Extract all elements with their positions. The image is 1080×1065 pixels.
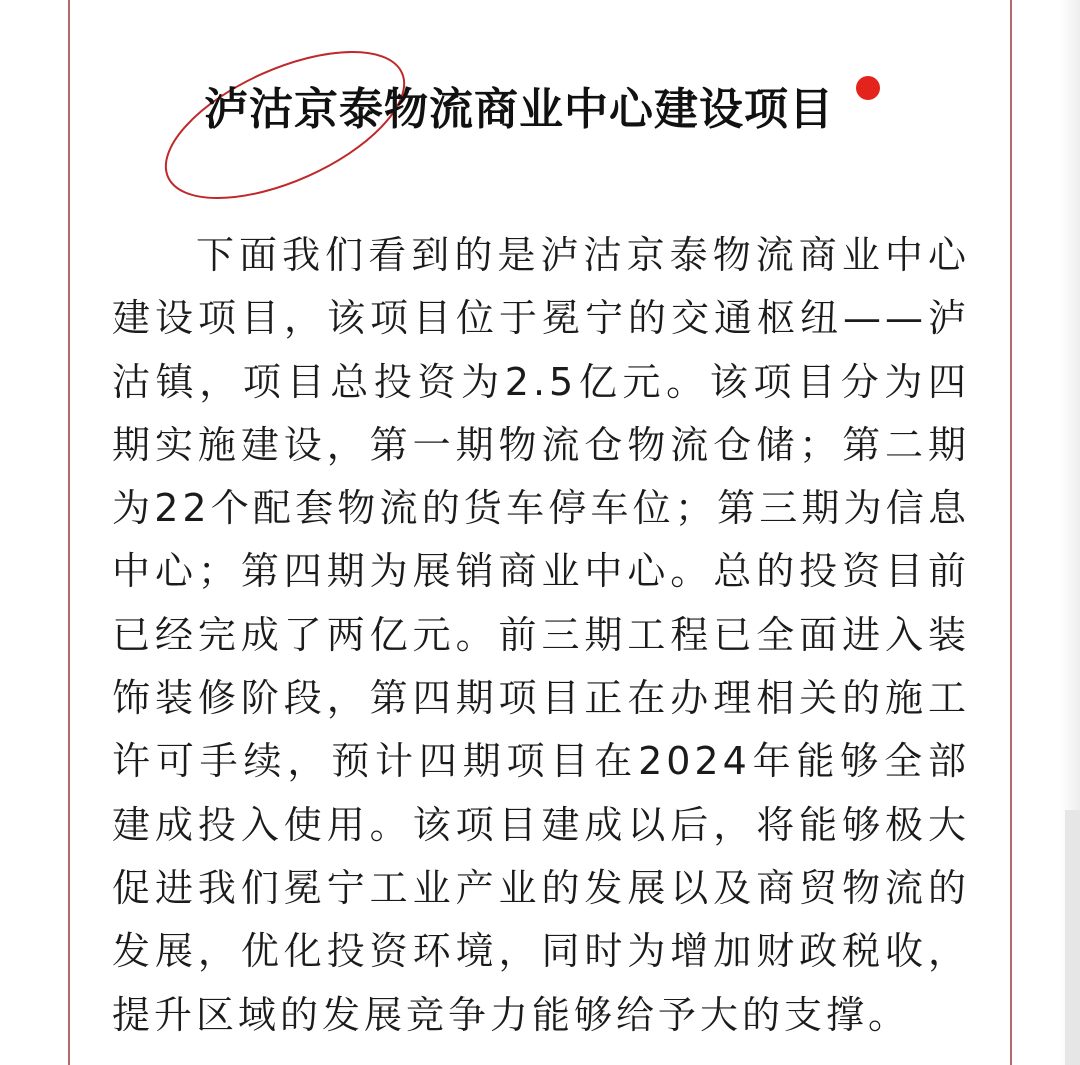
- body-paragraph: 下面我们看到的是泸沽京泰物流商业中心建设项目，该项目位于冕宁的交通枢纽——泸沽镇，项目总投资为2.5亿元。该项目分为四期实施建设，第一期物流仓物流仓储；第二期为22个配套物流的货车停车位；第三期为信息中心；第四期为展销商业中心。总的投资目前已经完成了两亿元。前三期工程已全面进入装饰装修阶段，第四期项目正在办理相关的施工许可手续，预计四期项目在2024年能够全部建成投入使用。该项目建成以后，将能够极大促进我们冕宁工业产业的发展以及商贸物流的发展，优化投资环境，同时为增加财政税收，提升区域的发展竞争力能够给予大的支撑。: [112, 233, 970, 1037]
- red-dot-decoration: [856, 76, 880, 100]
- page-edge-shadow-lower: [1065, 810, 1080, 1065]
- page-title: 泸沽京泰物流商业中心建设项目: [204, 84, 834, 135]
- left-border-line: [68, 0, 70, 1065]
- right-border-line: [1010, 0, 1012, 1065]
